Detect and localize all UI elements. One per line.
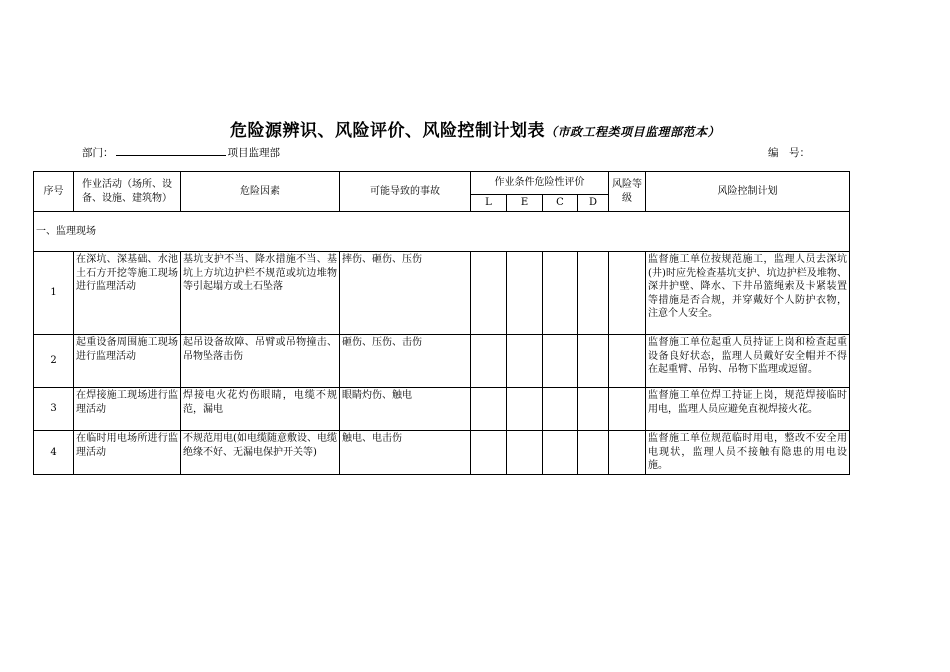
section-label: 一、监理现场 — [34, 212, 850, 252]
header-hazard: 危险因素 — [181, 172, 340, 212]
table-row — [34, 335, 850, 388]
header-row — [34, 172, 850, 195]
row-accident: 摔伤、砸伤、压伤 — [340, 252, 471, 335]
row-d — [578, 388, 609, 431]
row-hazard: 不规范用电(如电缆随意敷设、电缆绝缘不好、无漏电保护开关等) — [181, 431, 340, 475]
row-c — [543, 252, 578, 335]
row-level — [609, 431, 646, 475]
title-main: 危险源辨识、风险评价、风险控制计划表 — [229, 121, 545, 141]
row-d — [578, 252, 609, 335]
row-activity: 在焊接施工现场进行监理活动 — [74, 388, 181, 431]
department-label: 部门： — [82, 147, 114, 159]
hazard-table — [33, 171, 850, 475]
row-e — [507, 388, 543, 431]
header-c: C — [543, 195, 578, 212]
row-d — [578, 335, 609, 388]
row-control: 监督施工单位规范临时用电，整改不安全用电现状，监理人员不接触有隐患的用电设施。 — [646, 431, 850, 475]
row-c — [543, 335, 578, 388]
row-seq: 2 — [34, 335, 74, 388]
row-c — [543, 431, 578, 475]
row-l — [471, 252, 507, 335]
table-row — [34, 388, 850, 431]
row-seq: 3 — [34, 388, 74, 431]
title-subtitle: （市政工程类项目监理部范本） — [544, 125, 720, 139]
row-hazard: 焊接电火花灼伤眼睛，电缆不规范，漏电 — [181, 388, 340, 431]
row-d — [578, 431, 609, 475]
number-field — [768, 145, 810, 160]
row-level — [609, 388, 646, 431]
table-row — [34, 431, 850, 475]
row-activity: 在临时用电场所进行监理活动 — [74, 431, 181, 475]
row-level — [609, 335, 646, 388]
row-seq: 1 — [34, 252, 74, 335]
row-level — [609, 252, 646, 335]
row-seq: 4 — [34, 431, 74, 475]
department-underline — [116, 145, 226, 156]
row-e — [507, 252, 543, 335]
row-e — [507, 335, 543, 388]
row-e — [507, 431, 543, 475]
row-activity: 在深坑、深基础、水池土石方开挖等施工现场进行监理活动 — [74, 252, 181, 335]
row-l — [471, 431, 507, 475]
header-evaluation: 作业条件危险性评价 — [471, 172, 609, 195]
row-l — [471, 335, 507, 388]
header-control-plan: 风险控制计划 — [646, 172, 850, 212]
section-row — [34, 212, 850, 252]
header-risk-level: 风险等级 — [609, 172, 646, 212]
row-control: 监督施工单位焊工持证上岗，规范焊接临时用电，监理人员应避免直视焊接火花。 — [646, 388, 850, 431]
row-accident: 眼睛灼伤、触电 — [340, 388, 471, 431]
header-accident: 可能导致的事故 — [340, 172, 471, 212]
header-seq: 序号 — [34, 172, 74, 212]
row-activity: 起重设备周围施工现场进行监理活动 — [74, 335, 181, 388]
row-control: 监督施工单位按规范施工，监理人员去深坑(井)时应先检查基坑支护、坑边护栏及堆物、深井护壁、降水、下井吊篮绳索及卡紧装置等措施是否合规，并穿戴好个人防护衣物，注意个人安全。 — [646, 252, 850, 335]
row-l — [471, 388, 507, 431]
row-control: 监督施工单位起重人员持证上岗和检查起重设备良好状态，监理人员戴好安全帽并不得在起重臂、吊钩、吊物下监理或逗留。 — [646, 335, 850, 388]
row-accident: 触电、电击伤 — [340, 431, 471, 475]
department-field — [82, 145, 280, 160]
row-hazard: 基坑支护不当、降水措施不当、基坑上方坑边护栏不规范或坑边堆物等引起塌方或土石坠落 — [181, 252, 340, 335]
row-accident: 砸伤、压伤、击伤 — [340, 335, 471, 388]
row-c — [543, 388, 578, 431]
header-d: D — [578, 195, 609, 212]
page-title — [0, 116, 950, 141]
row-hazard: 起吊设备故障、吊臂或吊物撞击、吊物坠落击伤 — [181, 335, 340, 388]
header-activity: 作业活动（场所、设备、设施、建筑物） — [74, 172, 181, 212]
department-value: 项目监理部 — [227, 147, 280, 159]
header-e: E — [507, 195, 543, 212]
number-label: 编 号： — [768, 147, 810, 159]
header-l: L — [471, 195, 507, 212]
table-row — [34, 252, 850, 335]
